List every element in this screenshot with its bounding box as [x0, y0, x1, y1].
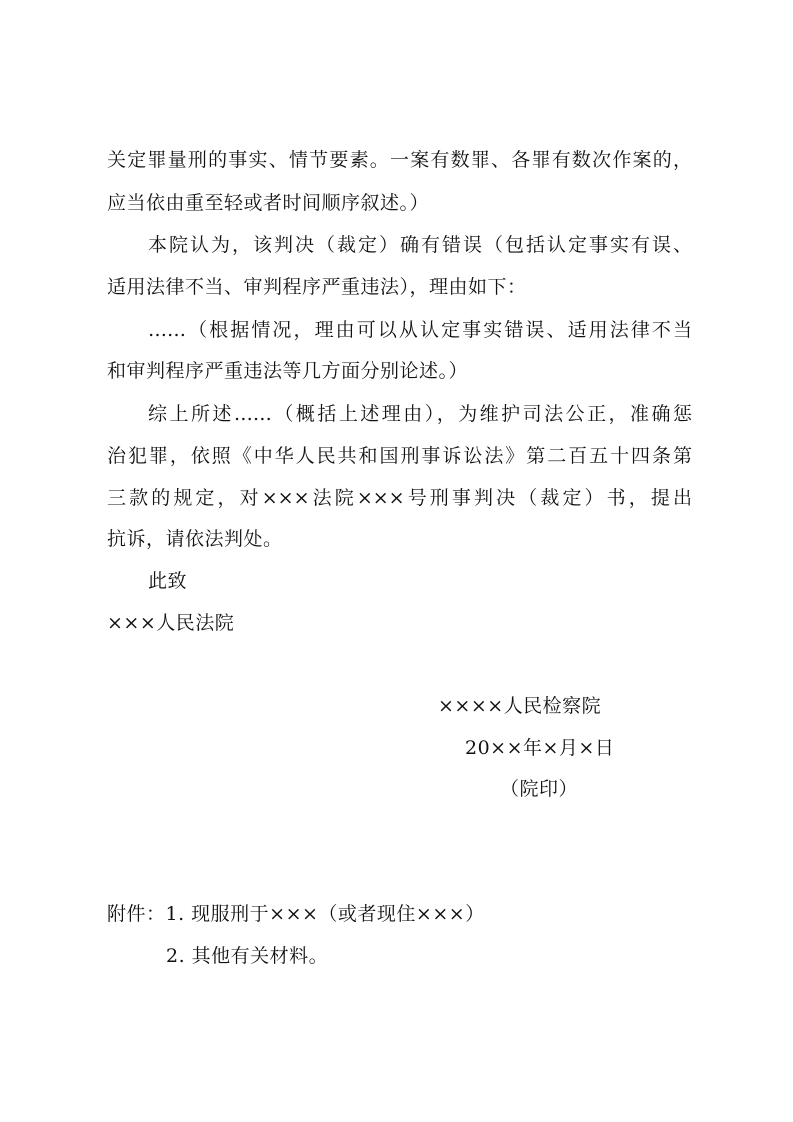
addressee: ×××人民法院: [107, 612, 235, 634]
conclusion-line-1: 综上所述……（概括上述理由），为维护司法公正，准确惩: [148, 403, 692, 425]
attachment-item-1: 附件：1. 现服刑于×××（或者现住×××）: [107, 903, 485, 925]
signature-organization: ××××人民检察院: [438, 695, 602, 717]
reasons-line-2: 和审判程序严重违法等几方面分别论述。）: [107, 360, 469, 382]
attachment-item-2: 2. 其他有关材料。: [166, 945, 329, 967]
signature-date: 20××年×月×日: [465, 737, 615, 759]
conclusion-line-3: 三款的规定，对×××法院×××号刑事判决（裁定）书，提出: [107, 487, 692, 509]
opinion-line-2: 适用法律不当、审判程序严重违法），理由如下：: [107, 276, 527, 298]
facts-line-1: 关定罪量刑的事实、情节要素。一案有数罪、各罪有数次作案的，: [107, 149, 692, 171]
reasons-line-1: ……（根据情况，理由可以从认定事实错误、适用法律不当: [148, 319, 692, 341]
conclusion-line-2: 治犯罪，依照《中华人民共和国刑事诉讼法》第二百五十四条第: [107, 445, 692, 467]
conclusion-line-4: 抗诉，请依法判处。: [107, 528, 283, 550]
signature-seal: （院印）: [500, 778, 579, 800]
facts-line-2: 应当依由重至轻或者时间顺序叙述。）: [107, 192, 430, 214]
opinion-line-1: 本院认为，该判决（裁定）确有错误（包括认定事实有误、: [148, 234, 692, 256]
salutation: 此致: [148, 570, 188, 592]
